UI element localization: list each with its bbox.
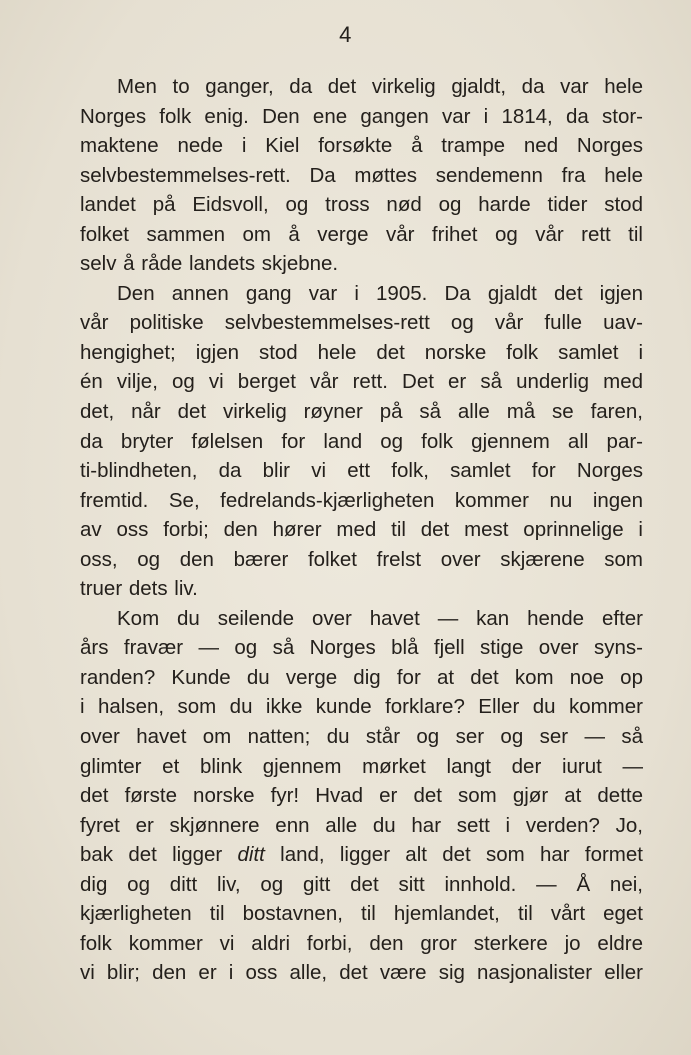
- body-text: [80, 72, 643, 988]
- text-line: av oss forbi; den hører med til det mest oprinnelige i: [80, 518, 643, 542]
- text-line: glimter et blink gjennem mørket langt der iurut —: [80, 754, 643, 778]
- text-line: landet på Eidsvoll, og tross nød og harde tider stod: [80, 193, 643, 217]
- text-line: selvbestemmelses-rett. Da møttes sendemenn fra hele: [80, 163, 643, 187]
- text-line: selv å råde landets skjebne.: [80, 252, 339, 276]
- text-line: oss, og den bærer folket frelst over skjærene som: [80, 547, 643, 571]
- text-segment: land, ligger alt det som har formet: [280, 843, 643, 867]
- text-line: vår politiske selvbestemmelses-rett og vår fulle uav-: [80, 311, 643, 335]
- text-line: fremtid. Se, fedrelands-kjærligheten kommer nu ingen: [80, 488, 643, 512]
- text-line: folket sammen om å verge vår frihet og vår rett til: [80, 222, 643, 246]
- text-line: ti-blindheten, da blir vi ett folk, samlet for Norges: [80, 459, 643, 483]
- paragraph-3: [80, 604, 643, 988]
- text-line: Norges folk enig. Den ene gangen var i 1814, da stor-: [80, 104, 643, 128]
- emphasis-word: ditt: [237, 843, 265, 867]
- text-line: Men to ganger, da det virkelig gjaldt, da var hele: [117, 75, 643, 98]
- text-line: i halsen, som du ikke kunde forklare? Eller du kommer: [80, 695, 643, 719]
- page-number: 4: [339, 22, 352, 47]
- text-line: dig og ditt liv, og gitt det sitt innhold. — Å nei,: [80, 872, 643, 896]
- text-segment: bak det ligger: [80, 843, 223, 867]
- text-line: hengighet; igjen stod hele det norske folk samlet i: [80, 340, 643, 364]
- text-line: da bryter følelsen for land og folk gjennem all par-: [80, 429, 643, 453]
- text-line: Kom du seilende over havet — kan hende efter: [117, 606, 643, 630]
- text-line: kjærligheten til bostavnen, til hjemlandet, til vårt eget: [80, 902, 643, 926]
- text-line: fyret er skjønnere enn alle du har sett i verden? Jo,: [80, 813, 643, 837]
- text-line: det første norske fyr! Hvad er det som gjør at dette: [80, 784, 643, 808]
- text-line: over havet om natten; du står og ser og ser — så: [80, 725, 643, 749]
- paragraph-1: [80, 72, 643, 279]
- text-line: randen? Kunde du verge dig for at det kom noe op: [80, 665, 643, 689]
- text-line: Den annen gang var i 1905. Da gjaldt det igjen: [117, 281, 643, 305]
- text-line: maktene nede i Kiel forsøkte å trampe ned Norges: [80, 134, 643, 158]
- text-line: det, når det virkelig røyner på så alle må se faren,: [80, 400, 643, 424]
- text-line: vi blir; den er i oss alle, det være sig nasjonalister eller: [80, 961, 643, 985]
- text-line: én vilje, og vi berget vår rett. Det er så underlig med: [80, 370, 643, 394]
- paragraph-2: [80, 279, 643, 604]
- text-line: års fravær — og så Norges blå fjell stige over syns-: [80, 636, 643, 660]
- text-line: folk kommer vi aldri forbi, den gror sterkere jo eldre: [80, 931, 643, 955]
- text-line-with-emphasis: [80, 840, 643, 870]
- text-line: truer dets liv.: [80, 577, 198, 601]
